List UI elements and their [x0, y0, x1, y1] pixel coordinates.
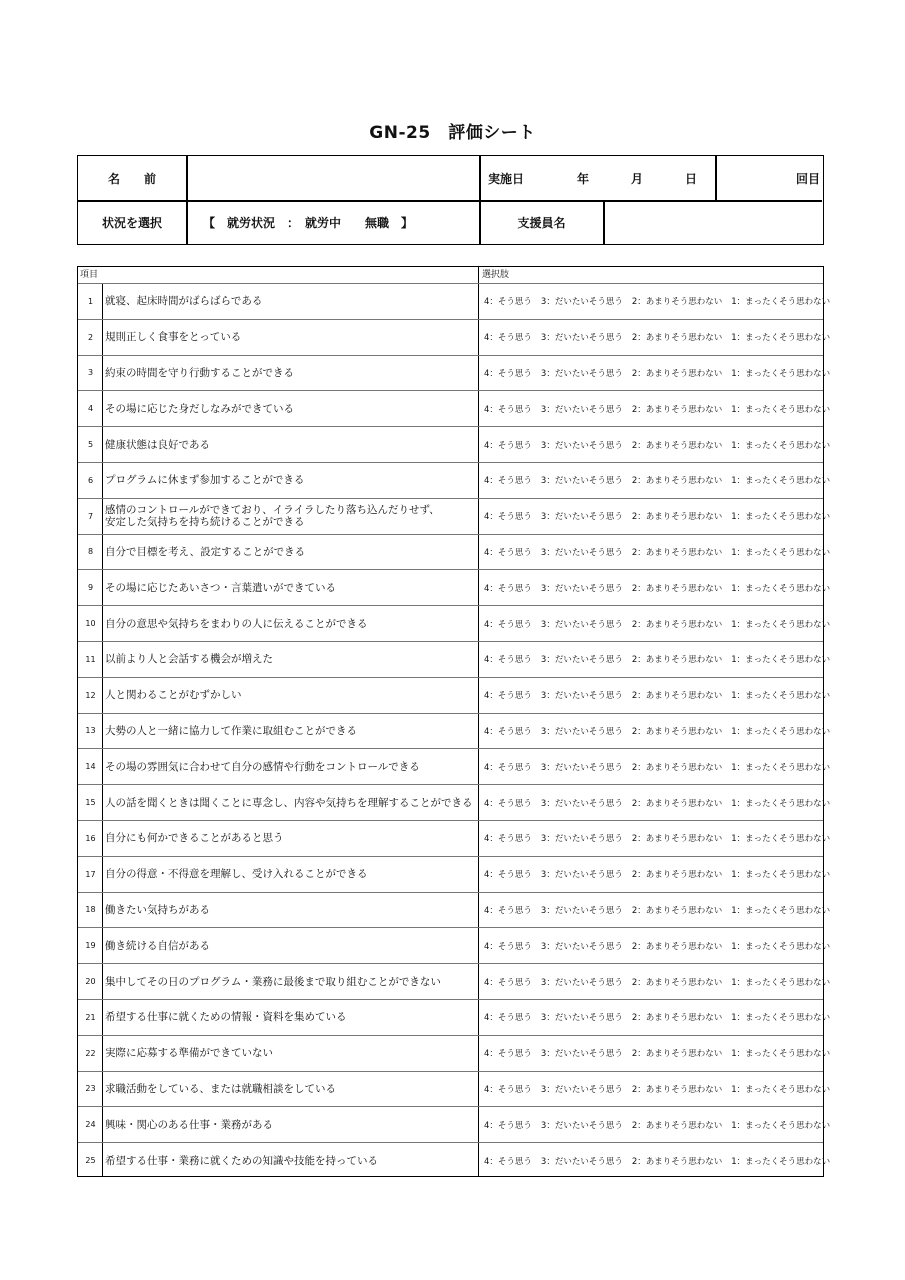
option-choice[interactable]: 2：あまりそう思わない — [631, 762, 723, 773]
item-number: 11 — [85, 654, 96, 664]
option-choice[interactable]: 1：まったくそう思わない — [731, 977, 831, 988]
option-choice[interactable]: 3：だいたいそう思う — [540, 1120, 623, 1131]
option-choice[interactable]: 2：あまりそう思わない — [631, 691, 723, 702]
item-options — [484, 463, 831, 498]
item-number: 6 — [87, 475, 94, 485]
item-number: 9 — [87, 583, 94, 593]
option-choice[interactable]: 1：まったくそう思わない — [731, 870, 831, 881]
item-question: 自分で目標を考え、設定することができる — [105, 545, 306, 558]
option-choice[interactable]: 1：まったくそう思わない — [731, 404, 831, 415]
item-question: 働きたい気持ちがある — [105, 903, 210, 916]
option-choice[interactable]: 2：あまりそう思わない — [631, 333, 723, 344]
item-options — [484, 1143, 831, 1178]
item-options — [484, 535, 831, 570]
item-question: 人と関わることがむずかしい — [105, 689, 242, 702]
option-choice[interactable]: 1：まったくそう思わない — [731, 619, 831, 630]
table-row — [78, 534, 831, 570]
option-choice[interactable]: 2：あまりそう思わない — [631, 798, 723, 809]
item-options — [484, 821, 831, 856]
item-number: 18 — [85, 905, 96, 915]
option-choice[interactable]: 3：だいたいそう思う — [540, 726, 623, 737]
item-question: 規則正しく食事をとっている — [105, 331, 242, 344]
table-row — [78, 569, 831, 605]
item-options — [484, 1000, 831, 1035]
item-question: 自分の意思や気持ちをまわりの人に伝えることができる — [105, 617, 368, 630]
option-choice[interactable]: 1：まったくそう思わない — [731, 368, 831, 379]
option-choice[interactable]: 2：あまりそう思わない — [631, 512, 723, 523]
option-choice[interactable]: 1：まったくそう思わない — [731, 440, 831, 451]
option-choice[interactable]: 1：まったくそう思わない — [731, 655, 831, 666]
item-options — [484, 284, 831, 319]
option-choice[interactable]: 1：まったくそう思わない — [731, 1120, 831, 1131]
option-choice[interactable]: 4：そう思う — [484, 333, 532, 344]
option-choice[interactable]: 2：あまりそう思わない — [631, 368, 723, 379]
option-choice[interactable]: 1：まったくそう思わない — [731, 1013, 831, 1024]
option-choice[interactable]: 2：あまりそう思わない — [631, 619, 723, 630]
item-question: 自分にも何かできることがあると思う — [105, 832, 284, 845]
table-row — [78, 784, 831, 820]
option-choice[interactable]: 4：そう思う — [484, 941, 532, 952]
option-choice[interactable]: 4：そう思う — [484, 404, 532, 415]
item-options — [484, 714, 831, 749]
option-choice[interactable]: 3：だいたいそう思う — [540, 691, 623, 702]
item-options — [484, 499, 831, 534]
column-header-item: 項目 — [80, 270, 99, 280]
status-label: 状況を選択 — [101, 216, 162, 230]
option-choice[interactable]: 3：だいたいそう思う — [540, 762, 623, 773]
item-options — [484, 606, 831, 641]
item-question: その場に応じた身だしなみができている — [105, 402, 294, 415]
option-choice[interactable]: 1：まったくそう思わない — [731, 762, 831, 773]
option-choice[interactable]: 4：そう思う — [484, 476, 532, 487]
item-number: 15 — [85, 798, 96, 808]
option-choice[interactable]: 4：そう思う — [484, 619, 532, 630]
option-choice[interactable]: 2：あまりそう思わない — [631, 404, 723, 415]
page-title: GN-25 評価シート — [369, 123, 536, 143]
option-choice[interactable]: 1：まったくそう思わない — [731, 1156, 831, 1167]
table-row — [78, 820, 831, 856]
option-choice[interactable]: 4：そう思う — [484, 1084, 532, 1095]
item-question: 希望する仕事・業務に就くための知識や技能を持っている — [105, 1154, 378, 1167]
table-row — [78, 426, 831, 462]
evaluation-table — [77, 266, 831, 1177]
option-choice[interactable]: 4：そう思う — [484, 547, 532, 558]
option-choice[interactable]: 1：まったくそう思わない — [731, 512, 831, 523]
day-unit: 日 — [685, 171, 698, 186]
option-choice[interactable]: 1：まったくそう思わない — [731, 547, 831, 558]
item-number: 10 — [85, 619, 96, 629]
item-options — [484, 1072, 831, 1107]
option-choice[interactable]: 4：そう思う — [484, 1013, 532, 1024]
option-choice[interactable]: 2：あまりそう思わない — [631, 1156, 723, 1167]
item-question: 以前より人と会話する機会が増えた — [105, 653, 273, 666]
option-choice[interactable]: 2：あまりそう思わない — [631, 583, 723, 594]
item-number: 3 — [87, 368, 94, 378]
staff-field[interactable] — [605, 201, 821, 244]
option-choice[interactable]: 3：だいたいそう思う — [540, 655, 623, 666]
option-choice[interactable]: 3：だいたいそう思う — [540, 404, 623, 415]
option-choice[interactable]: 4：そう思う — [484, 1120, 532, 1131]
item-question: その場に応じたあいさつ・言葉遣いができている — [105, 581, 336, 594]
item-options — [484, 928, 831, 963]
item-question: 約束の時間を守り行動することができる — [105, 366, 294, 379]
option-choice[interactable]: 3：だいたいそう思う — [540, 368, 623, 379]
item-question: その場の雰囲気に合わせて自分の感情や行動をコントロールできる — [105, 760, 420, 773]
option-choice[interactable]: 1：まったくそう思わない — [731, 297, 831, 308]
item-number: 1 — [87, 296, 94, 306]
item-question: 自分の得意・不得意を理解し、受け入れることができる — [105, 868, 368, 881]
option-choice[interactable]: 2：あまりそう思わない — [631, 476, 723, 487]
item-options — [484, 893, 831, 928]
item-number: 24 — [85, 1120, 96, 1130]
item-number: 8 — [87, 547, 94, 557]
table-row — [78, 856, 831, 892]
item-options — [484, 642, 831, 677]
item-options — [484, 391, 831, 426]
option-choice[interactable]: 4：そう思う — [484, 762, 532, 773]
option-choice[interactable]: 2：あまりそう思わない — [631, 547, 723, 558]
item-question: 求職活動をしている、または就職相談をしている — [105, 1082, 336, 1095]
item-number: 16 — [85, 833, 96, 843]
table-row — [78, 390, 831, 426]
item-question: 働き続ける自信がある — [105, 939, 210, 952]
table-row — [78, 283, 831, 319]
name-label: 名 前 — [107, 171, 156, 186]
option-choice[interactable]: 4：そう思う — [484, 368, 532, 379]
option-choice[interactable]: 3：だいたいそう思う — [540, 440, 623, 451]
item-options — [484, 427, 831, 462]
item-number: 13 — [85, 726, 96, 736]
option-choice[interactable]: 3：だいたいそう思う — [540, 583, 623, 594]
item-options — [484, 1036, 831, 1071]
option-choice[interactable]: 4：そう思う — [484, 726, 532, 737]
item-question: 感情のコントロールができており、イライラしたり落ち込んだりせず、 安定した気持ちを持ち続けることができる — [105, 504, 440, 529]
count-unit: 回目 — [795, 171, 820, 186]
item-number: 7 — [87, 511, 94, 521]
option-choice[interactable]: 3：だいたいそう思う — [540, 476, 623, 487]
option-choice[interactable]: 4：そう思う — [484, 977, 532, 988]
item-options — [484, 857, 831, 892]
table-row — [78, 713, 831, 749]
item-question: 大勢の人と一緒に協力して作業に取組むことができる — [105, 724, 357, 737]
option-choice[interactable]: 1：まったくそう思わない — [731, 691, 831, 702]
option-choice[interactable]: 1：まったくそう思わない — [731, 798, 831, 809]
option-choice[interactable]: 1：まったくそう思わない — [731, 726, 831, 737]
item-number: 21 — [85, 1012, 96, 1022]
item-question: プログラムに休まず参加することができる — [105, 474, 305, 487]
option-choice[interactable]: 2：あまりそう思わない — [631, 1120, 723, 1131]
option-choice[interactable]: 2：あまりそう思わない — [631, 1084, 723, 1095]
option-choice[interactable]: 1：まったくそう思わない — [731, 583, 831, 594]
item-number: 23 — [85, 1084, 96, 1094]
table-row — [78, 605, 831, 641]
option-choice[interactable]: 1：まったくそう思わない — [731, 941, 831, 952]
item-options — [484, 320, 831, 355]
item-options — [484, 749, 831, 784]
item-question: 就寝、起床時間がばらばらである — [105, 295, 263, 308]
option-choice[interactable]: 2：あまりそう思わない — [631, 905, 723, 916]
item-options — [484, 678, 831, 713]
option-choice[interactable]: 3：だいたいそう思う — [540, 547, 623, 558]
option-choice[interactable]: 1：まったくそう思わない — [731, 1049, 831, 1060]
option-choice[interactable]: 3：だいたいそう思う — [540, 977, 623, 988]
item-number: 22 — [85, 1048, 96, 1058]
item-question: 健康状態は良好である — [105, 438, 210, 451]
option-choice[interactable]: 2：あまりそう思わない — [631, 1013, 723, 1024]
table-row — [78, 641, 831, 677]
option-choice[interactable]: 3：だいたいそう思う — [540, 870, 623, 881]
table-row — [78, 498, 831, 534]
option-choice[interactable]: 4：そう思う — [484, 1156, 532, 1167]
table-row — [78, 677, 831, 713]
option-choice[interactable]: 3：だいたいそう思う — [540, 834, 623, 845]
option-choice[interactable]: 3：だいたいそう思う — [540, 905, 623, 916]
option-choice[interactable]: 3：だいたいそう思う — [540, 333, 623, 344]
option-choice[interactable]: 4：そう思う — [484, 905, 532, 916]
table-row — [78, 355, 831, 391]
option-choice[interactable]: 4：そう思う — [484, 870, 532, 881]
option-choice[interactable]: 1：まったくそう思わない — [731, 905, 831, 916]
status-select[interactable]: 【 就労状況 ： 就労中 無職 】 — [203, 216, 414, 230]
option-choice[interactable]: 2：あまりそう思わない — [631, 726, 723, 737]
table-row — [78, 748, 831, 784]
option-choice[interactable]: 3：だいたいそう思う — [540, 1084, 623, 1095]
option-choice[interactable]: 2：あまりそう思わない — [631, 1049, 723, 1060]
option-choice[interactable]: 4：そう思う — [484, 655, 532, 666]
option-choice[interactable]: 1：まったくそう思わない — [731, 1084, 831, 1095]
item-question: 人の話を聞くときは聞くことに専念し、内容や気持ちを理解することができる — [105, 796, 473, 809]
item-number: 14 — [85, 762, 96, 772]
option-choice[interactable]: 3：だいたいそう思う — [540, 512, 623, 523]
option-choice[interactable]: 4：そう思う — [484, 583, 532, 594]
option-choice[interactable]: 2：あまりそう思わない — [631, 655, 723, 666]
table-row — [78, 963, 831, 999]
item-options — [484, 964, 831, 999]
item-question: 興味・関心のある仕事・業務がある — [105, 1118, 273, 1131]
table-row — [78, 1106, 831, 1142]
item-number: 2 — [87, 332, 94, 342]
option-choice[interactable]: 2：あまりそう思わない — [631, 977, 723, 988]
option-choice[interactable]: 3：だいたいそう思う — [540, 1013, 623, 1024]
option-choice[interactable]: 1：まったくそう思わない — [731, 476, 831, 487]
table-row — [78, 462, 831, 498]
item-number: 20 — [85, 977, 96, 987]
option-choice[interactable]: 2：あまりそう思わない — [631, 297, 723, 308]
option-choice[interactable]: 3：だいたいそう思う — [540, 1049, 623, 1060]
option-choice[interactable]: 4：そう思う — [484, 834, 532, 845]
option-choice[interactable]: 4：そう思う — [484, 1049, 532, 1060]
table-row — [78, 1035, 831, 1071]
option-choice[interactable]: 3：だいたいそう思う — [540, 297, 623, 308]
year-unit: 年 — [577, 171, 590, 186]
item-options — [484, 570, 831, 605]
item-number: 5 — [87, 440, 94, 450]
table-row — [78, 892, 831, 928]
option-choice[interactable]: 4：そう思う — [484, 440, 532, 451]
month-unit: 月 — [631, 171, 644, 186]
item-number: 19 — [85, 941, 96, 951]
option-choice[interactable]: 3：だいたいそう思う — [540, 1156, 623, 1167]
option-choice[interactable]: 4：そう思う — [484, 798, 532, 809]
item-options — [484, 785, 831, 820]
item-question: 希望する仕事に就くための情報・資料を集めている — [105, 1011, 347, 1024]
option-choice[interactable]: 2：あまりそう思わない — [631, 440, 723, 451]
option-choice[interactable]: 4：そう思う — [484, 512, 532, 523]
item-options — [484, 1107, 831, 1142]
item-number: 4 — [87, 404, 94, 414]
option-choice[interactable]: 2：あまりそう思わない — [631, 834, 723, 845]
table-row — [78, 1142, 831, 1178]
option-choice[interactable]: 3：だいたいそう思う — [540, 619, 623, 630]
option-choice[interactable]: 4：そう思う — [484, 297, 532, 308]
item-number: 12 — [85, 690, 96, 700]
option-choice[interactable]: 3：だいたいそう思う — [540, 941, 623, 952]
item-question: 実際に応募する準備ができていない — [105, 1047, 273, 1060]
option-choice[interactable]: 2：あまりそう思わない — [631, 870, 723, 881]
name-field[interactable] — [188, 156, 478, 200]
header-table — [77, 155, 824, 245]
column-header-options: 選択肢 — [482, 270, 510, 280]
option-choice[interactable]: 3：だいたいそう思う — [540, 798, 623, 809]
option-choice[interactable]: 1：まったくそう思わない — [731, 834, 831, 845]
date-label: 実施日 — [488, 171, 525, 186]
table-row — [78, 319, 831, 355]
table-row — [78, 999, 831, 1035]
table-row — [78, 1071, 831, 1107]
item-number: 17 — [85, 869, 96, 879]
item-options — [484, 356, 831, 391]
item-question: 集中してその日のプログラム・業務に最後まで取り組むことができない — [105, 975, 441, 988]
table-row — [78, 927, 831, 963]
option-choice[interactable]: 1：まったくそう思わない — [731, 333, 831, 344]
option-choice[interactable]: 4：そう思う — [484, 691, 532, 702]
item-number: 25 — [85, 1156, 96, 1166]
staff-label: 支援員名 — [517, 216, 566, 230]
option-choice[interactable]: 2：あまりそう思わない — [631, 941, 723, 952]
